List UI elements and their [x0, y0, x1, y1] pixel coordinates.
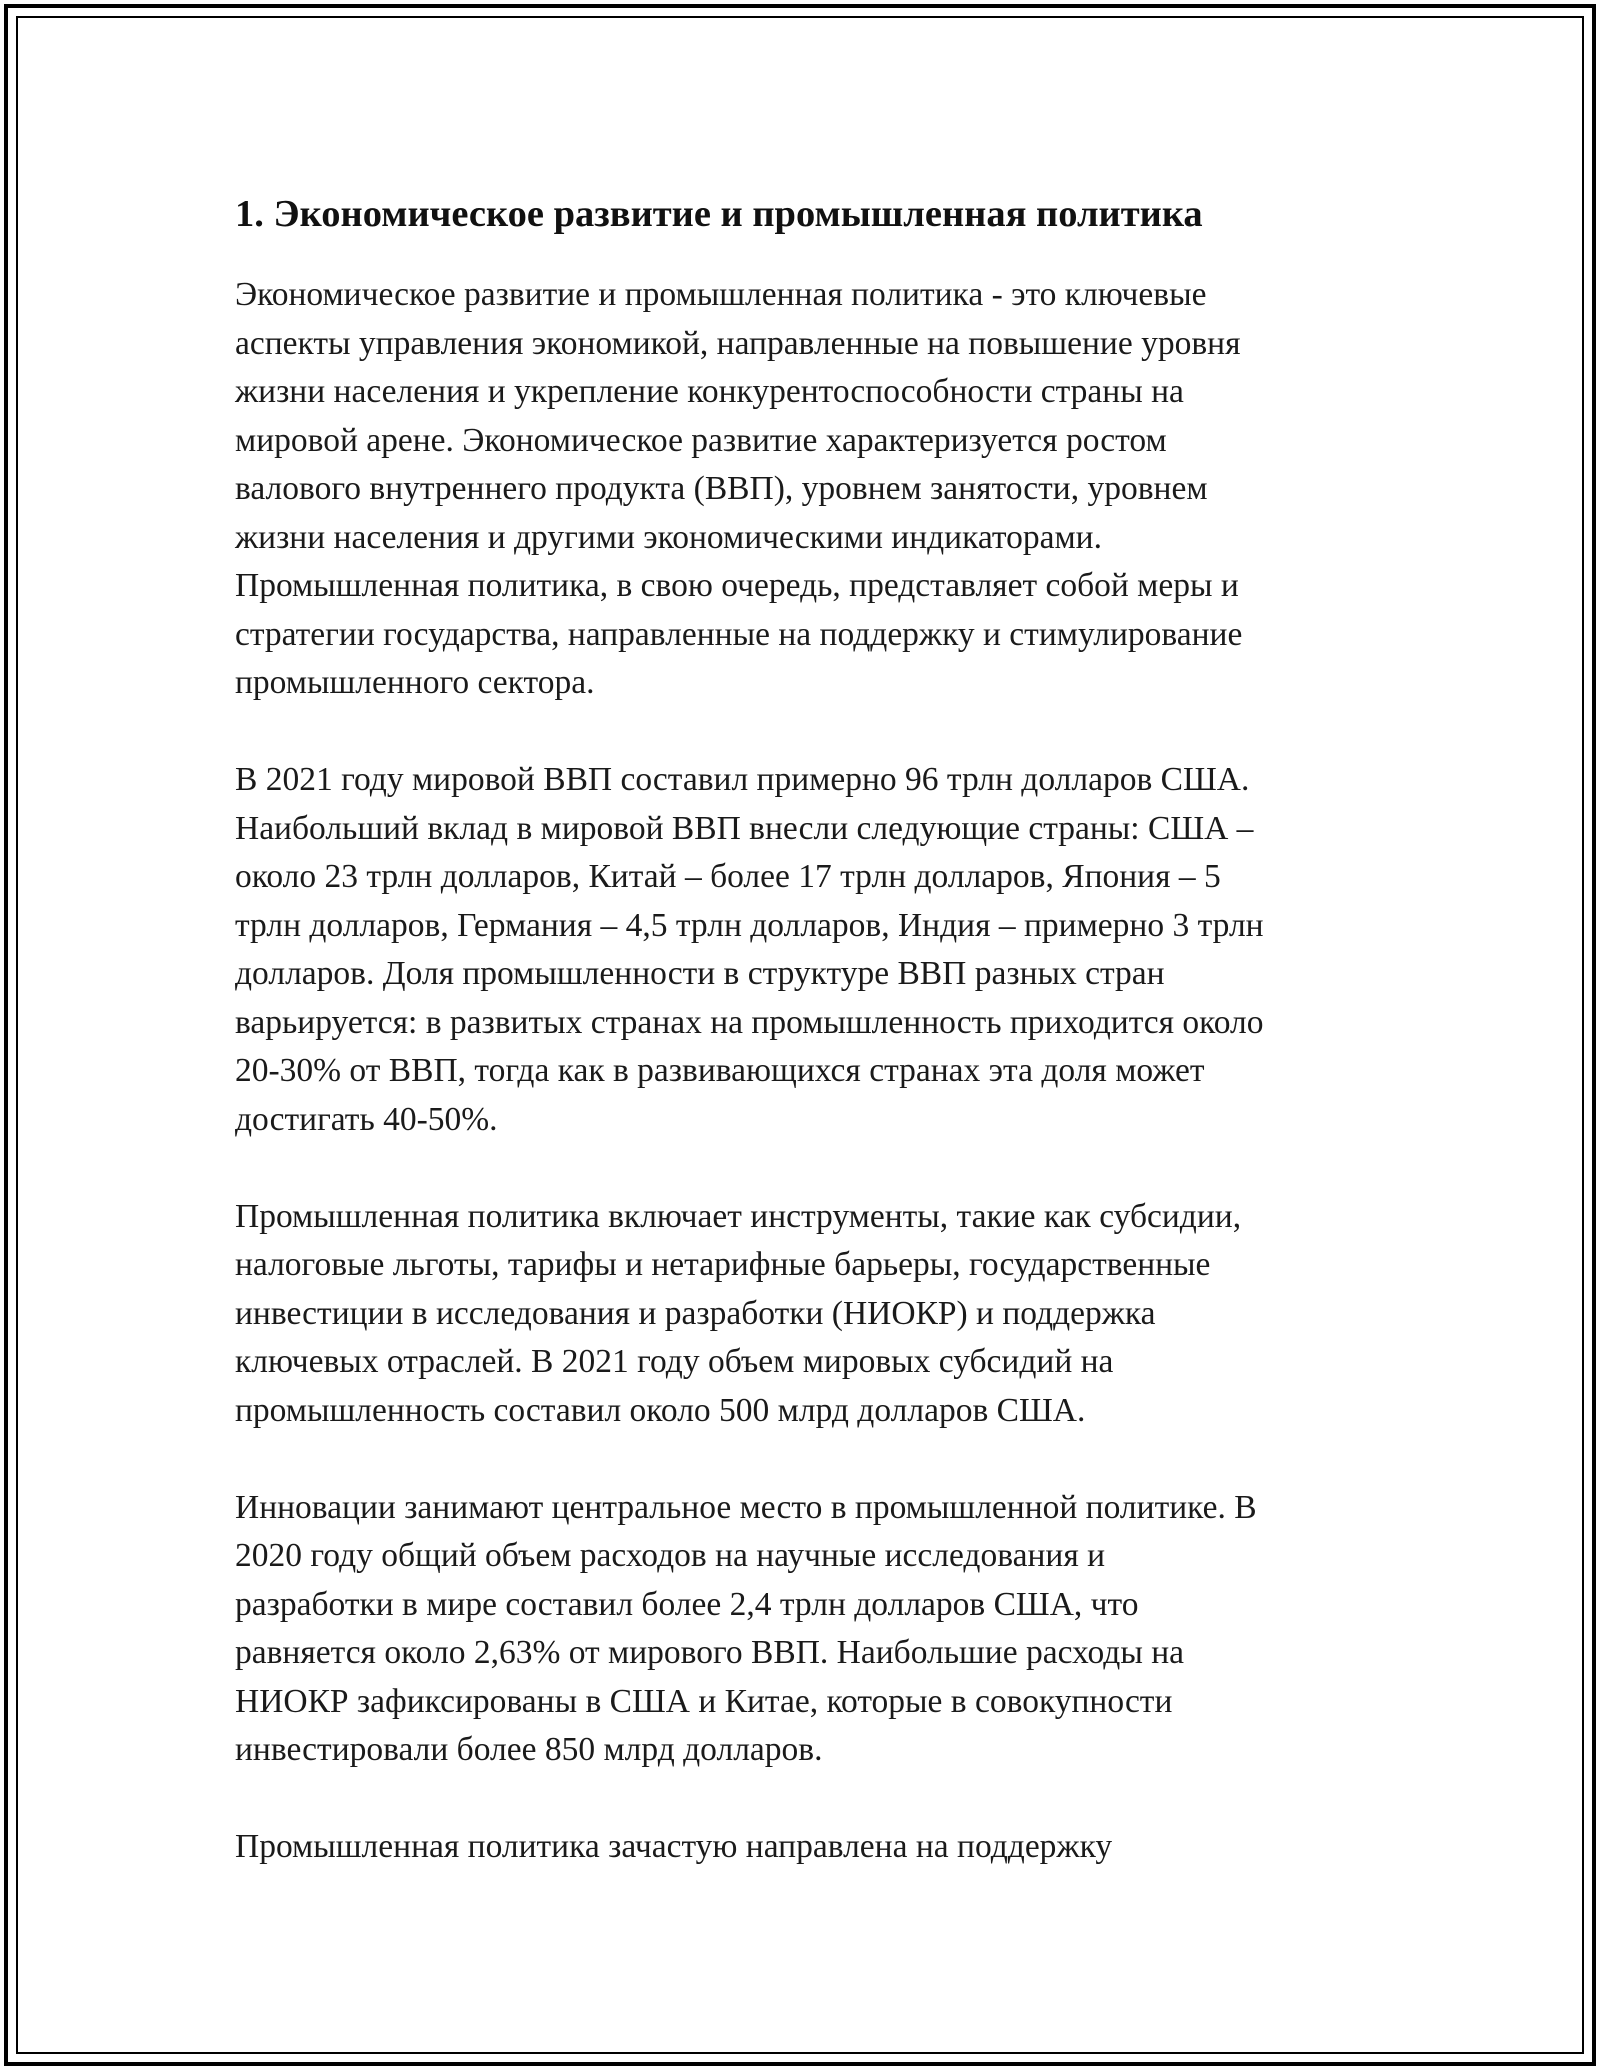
section-heading: 1. Экономическое развитие и промышленная политика	[235, 193, 1203, 235]
paragraph-5: Промышленная политика зачастую направлена на поддержку	[235, 1828, 1113, 1865]
document-body	[235, 183, 1375, 1920]
paragraph-2: В 2021 году мировой ВВП составил примерно 96 трлн долларов США. Наибольший вклад в мировой ВВП внесли следующие страны: США – около 23 трлн долларов, Китай – более 17 трлн долларов, Япония – 5 трлн долларов, Германия – 4,5 трлн долларов, Индия – примерно 3 трлн долларов. Доля промышленности в структуре ВВП разных стран варьируется: в развитых странах на промышленность приходится около 20-30% от ВВП, тогда как в развивающихся странах эта доля может достигать 40-50%.	[235, 761, 1264, 1138]
paragraph-4: Инновации занимают центральное место в промышленной политике. В 2020 году общий объем расходов на научные исследования и разработки в мире составил более 2,4 трлн долларов США, что равняется около 2,63% от мирового ВВП. Наибольшие расходы на НИОКР зафиксированы в США и Китае, которые в совокупности инвестировали более 850 млрд долларов.	[235, 1488, 1257, 1768]
paragraph-3: Промышленная политика включает инструменты, такие как субсидии, налоговые льготы, тарифы и нетарифные барьеры, государственные инвестиции в исследования и разработки (НИОКР) и поддержка ключевых отраслей. В 2021 году объем мировых субсидий на промышленность составил около 500 млрд долларов США.	[235, 1197, 1242, 1429]
paragraph-1: Экономическое развитие и промышленная политика - это ключевые аспекты управления экономикой, направленные на повышение уровня жизни населения и укрепление конкурентоспособности страны на мировой арене. Экономическое развитие характеризуется ростом валового внутреннего продукта (ВВП), уровнем занятости, уровнем жизни населения и другими экономическими индикаторами. Промышленная политика, в свою очередь, представляет собой меры и стратегии государства, направленные на поддержку и стимулирование промышленного сектора.	[235, 276, 1243, 701]
